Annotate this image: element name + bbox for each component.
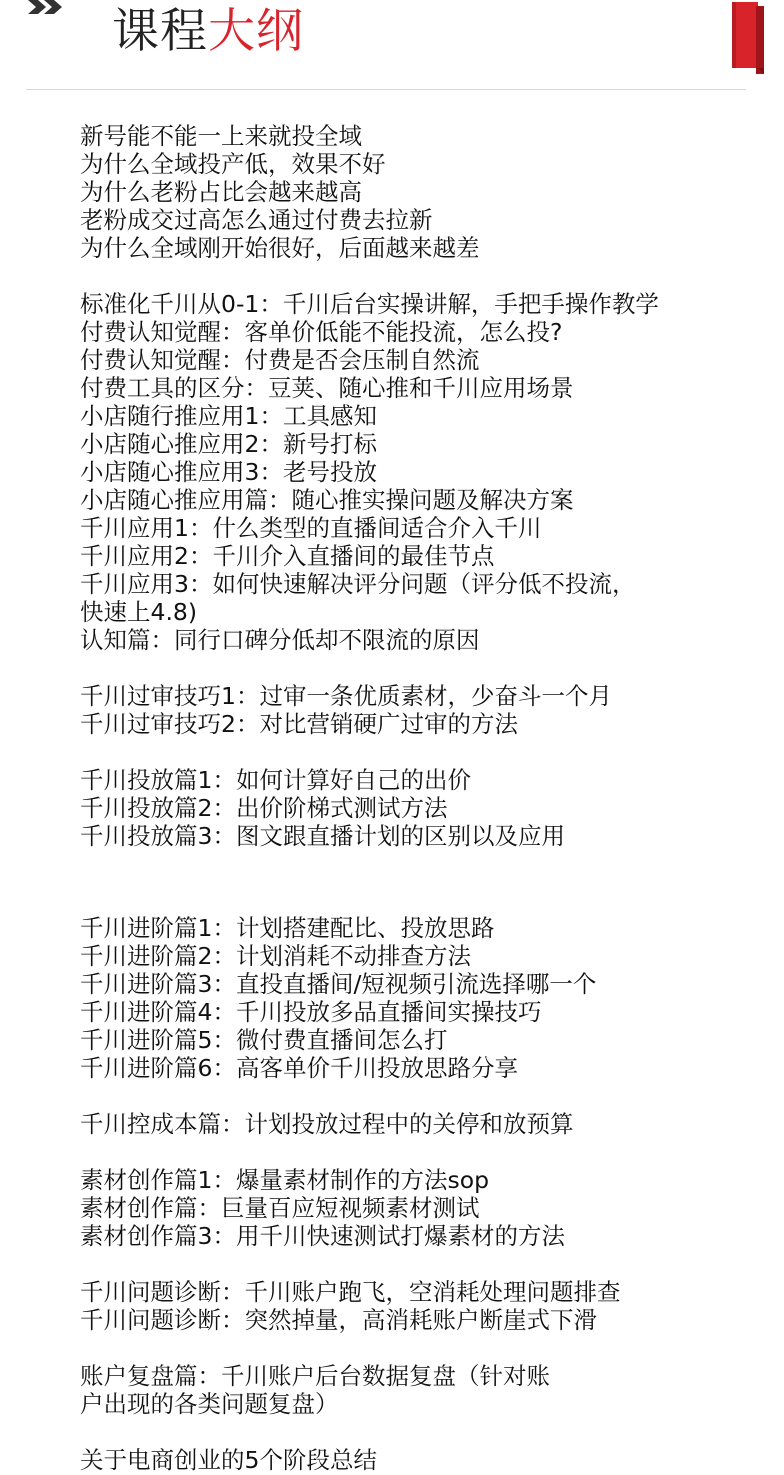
outline-item: 千川问题诊断：突然掉量，高消耗账户断崖式下滑 (80, 1306, 597, 1334)
outline-group-8 (80, 1278, 770, 1334)
outline-group-4 (80, 766, 770, 850)
title-part-red: 大纲 (208, 4, 304, 59)
outline-item: 千川进阶篇1：计划搭建配比、投放思路 (80, 914, 495, 942)
outline-item: 为什么全域刚开始很好，后面越来越差 (80, 234, 480, 262)
outline-item: 老粉成交过高怎么通过付费去拉新 (80, 206, 433, 234)
outline-item: 小店随心推应用3：老号投放 (80, 458, 377, 486)
outline-item: 千川应用2：千川介入直播间的最佳节点 (80, 542, 495, 570)
outline-item: 素材创作篇1：爆量素材制作的方法sop (80, 1166, 489, 1194)
outline-item: 认知篇：同行口碑分低却不限流的原因 (80, 626, 480, 654)
outline-item: 付费认知觉醒：客单价低能不能投流，怎么投? (80, 318, 563, 346)
outline-item: 为什么老粉占比会越来越高 (80, 178, 362, 206)
header-divider (26, 89, 746, 90)
outline-item: 千川投放篇3：图文跟直播计划的区别以及应用 (80, 822, 565, 850)
outline-item: 账户复盘篇：千川账户后台数据复盘（针对账 (80, 1362, 550, 1390)
outline-item: 千川投放篇1：如何计算好自己的出价 (80, 766, 471, 794)
outline-item: 小店随行推应用1：工具感知 (80, 402, 377, 430)
double-chevron-right-icon (26, 0, 74, 14)
outline-item: 关于电商创业的5个阶段总结 (80, 1446, 377, 1474)
outline-group-9 (80, 1362, 770, 1418)
outline-item: 千川进阶篇4：千川投放多品直播间实操技巧 (80, 998, 542, 1026)
outline-group-7 (80, 1166, 770, 1250)
outline-item: 付费认知觉醒：付费是否会压制自然流 (80, 346, 480, 374)
outline-item: 快速上4.8) (80, 598, 198, 626)
outline-group-10 (80, 1446, 770, 1474)
outline-item: 千川应用3：如何快速解决评分问题（评分低不投流， (80, 570, 636, 598)
outline-item: 千川过审技巧2：对比营销硬广过审的方法 (80, 710, 518, 738)
outline-item: 素材创作篇：巨量百应短视频素材测试 (80, 1194, 480, 1222)
page-title (112, 4, 304, 60)
outline-item: 千川问题诊断：千川账户跑飞，空消耗处理问题排查 (80, 1278, 621, 1306)
outline-item: 新号能不能一上来就投全域 (80, 122, 362, 150)
outline-group-6 (80, 1110, 770, 1138)
outline-group-1 (80, 122, 770, 262)
red-bookmark-icon (728, 2, 768, 76)
outline-item: 付费工具的区分：豆荚、随心推和千川应用场景 (80, 374, 574, 402)
outline-item: 千川进阶篇3：直投直播间/短视频引流选择哪一个 (80, 970, 597, 998)
outline-group-2 (80, 290, 770, 654)
outline-item: 素材创作篇3：用千川快速测试打爆素材的方法 (80, 1222, 565, 1250)
title-part-dark: 课程 (112, 4, 208, 59)
outline-item: 小店随心推应用2：新号打标 (80, 430, 377, 458)
outline-item: 户出现的各类问题复盘） (80, 1390, 339, 1418)
outline-item: 千川应用1：什么类型的直播间适合介入千川 (80, 514, 542, 542)
outline-group-3 (80, 682, 770, 738)
outline-item: 千川过审技巧1：过审一条优质素材，少奋斗一个月 (80, 682, 612, 710)
outline-item: 千川进阶篇5：微付费直播间怎么打 (80, 1026, 448, 1054)
header (0, 0, 784, 90)
outline-item: 为什么全域投产低，效果不好 (80, 150, 386, 178)
outline-item: 标准化千川从0-1：千川后台实操讲解，手把手操作教学 (80, 290, 659, 318)
outline-item: 千川进阶篇2：计划消耗不动排查方法 (80, 942, 471, 970)
outline-item: 千川进阶篇6：高客单价千川投放思路分享 (80, 1054, 518, 1082)
course-outline (80, 122, 770, 1474)
outline-item: 千川控成本篇：计划投放过程中的关停和放预算 (80, 1110, 574, 1138)
outline-group-5 (80, 914, 770, 1082)
outline-item: 小店随心推应用篇：随心推实操问题及解决方案 (80, 486, 574, 514)
outline-item: 千川投放篇2：出价阶梯式测试方法 (80, 794, 448, 822)
